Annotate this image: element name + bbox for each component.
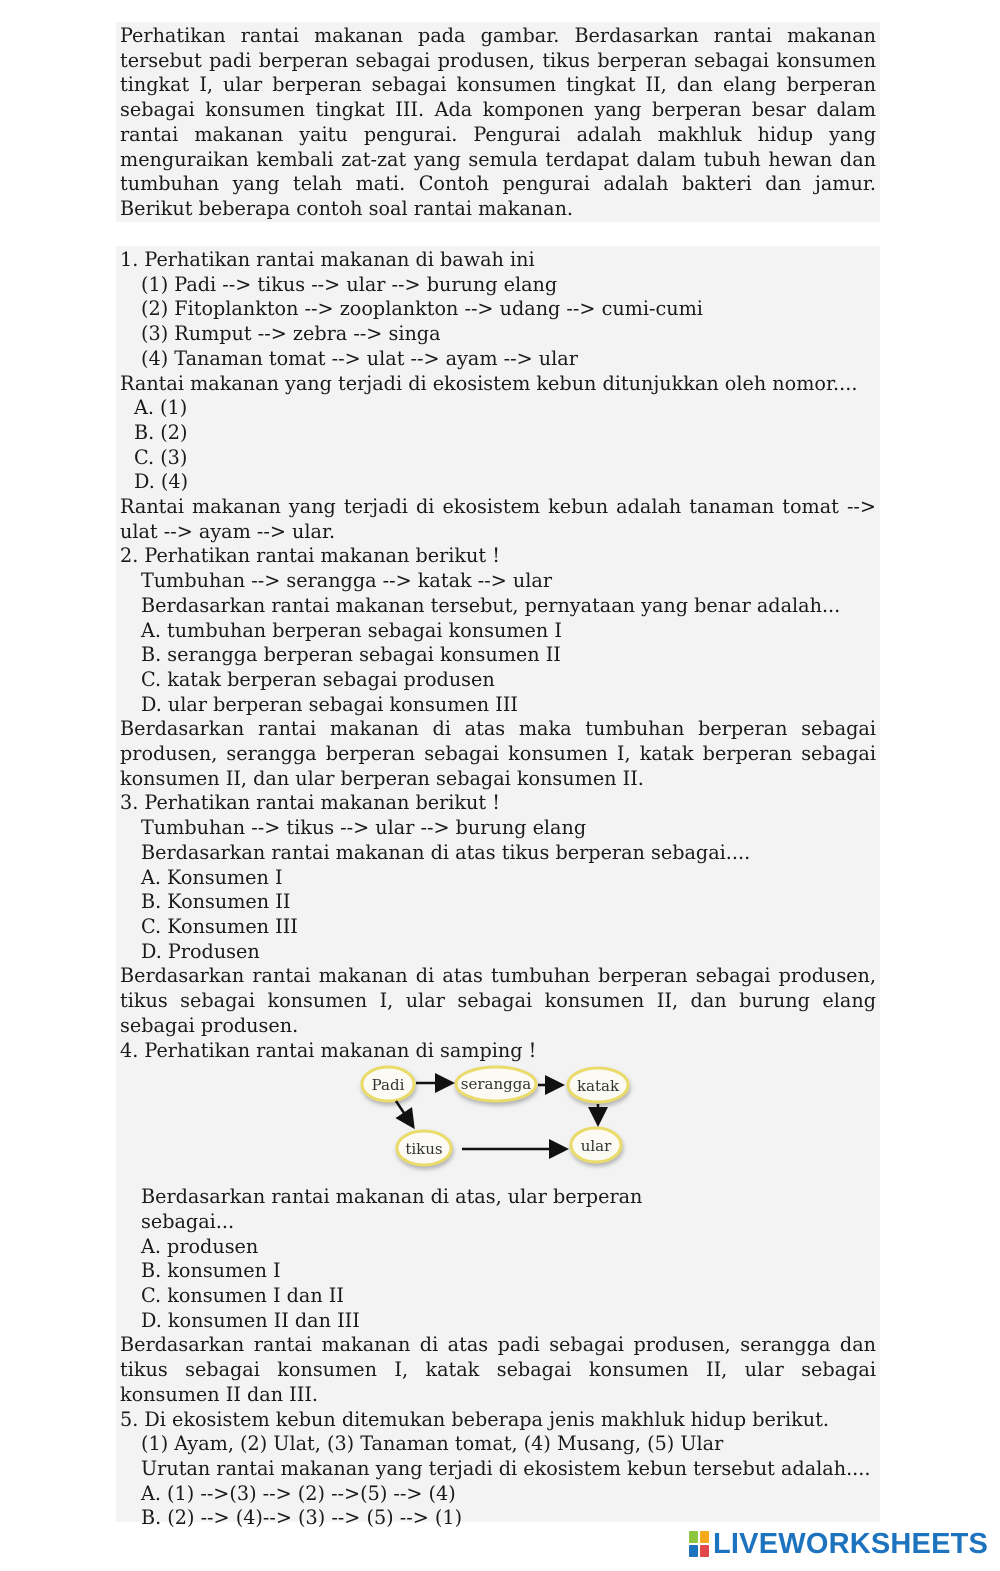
q2-answer: Berdasarkan rantai makanan di atas maka tumbuhan berperan sebagai produsen, serangga berperan sebagai konsumen I, katak berperan sebagai konsumen II, dan ular berperan sebagai konsumen II. [120, 717, 876, 790]
q4-option-a[interactable]: A. produsen [141, 1234, 259, 1258]
q2-question: 2. Perhatikan rantai makanan berikut ! [120, 544, 500, 568]
node-tikus [397, 1131, 451, 1165]
q1-item-4: (4) Tanaman tomat --> ulat --> ayam --> ular [141, 346, 578, 370]
q4-option-d[interactable]: D. konsumen II dan III [141, 1308, 360, 1332]
food-chain-svg [352, 1063, 642, 1183]
liveworksheets-logo [689, 1526, 988, 1562]
arrow-padi-tikus [396, 1101, 412, 1125]
q2-prompt: Berdasarkan rantai makanan tersebut, pernyataan yang benar adalah... [141, 593, 841, 617]
q1-item-2: (2) Fitoplankton --> zooplankton --> udang --> cumi-cumi [141, 297, 703, 321]
q4-question: 4. Perhatikan rantai makanan di samping ! [120, 1038, 537, 1062]
q3-question: 3. Perhatikan rantai makanan berikut ! [120, 791, 500, 815]
intro-block [116, 22, 880, 222]
node-serangga [456, 1067, 536, 1101]
q3-answer: Berdasarkan rantai makanan di atas tumbuhan berperan sebagai produsen, tikus sebagai konsumen I, ular sebagai konsumen II, dan burung elang sebagai produsen. [120, 964, 876, 1037]
q1-prompt: Rantai makanan yang terjadi di ekosistem kebun ditunjukkan oleh nomor.... [120, 371, 858, 395]
node-padi [362, 1067, 414, 1101]
logo-wordmark: LIVEWORKSHEETS [713, 1527, 989, 1560]
questions-block [116, 246, 880, 1530]
q1-question: 1. Perhatikan rantai makanan di bawah ini [120, 248, 535, 271]
q5-items: (1) Ayam, (2) Ulat, (3) Tanaman tomat, (4) Musang, (5) Ular [141, 1432, 724, 1456]
q5-question: 5. Di ekosistem kebun ditemukan beberapa jenis makhluk hidup berikut. [120, 1407, 829, 1431]
node-katak-label: katak [576, 1077, 620, 1096]
q1-option-a[interactable]: A. (1) [134, 396, 188, 420]
node-padi-label: Padi [371, 1076, 405, 1095]
q3-option-a[interactable]: A. Konsumen I [141, 865, 283, 889]
q5-prompt: Urutan rantai makanan yang terjadi di ekosistem kebun tersebut adalah.... [141, 1456, 871, 1480]
food-chain-diagram [120, 1063, 876, 1185]
q3-chain: Tumbuhan --> tikus --> ular --> burung elang [141, 816, 587, 840]
q1-option-d[interactable]: D. (4) [134, 470, 189, 494]
q3-option-b[interactable]: B. Konsumen II [141, 890, 291, 914]
q2-chain: Tumbuhan --> serangga --> katak --> ular [141, 569, 552, 593]
node-tikus-label: tikus [405, 1140, 443, 1159]
node-serangga-label: serangga [460, 1075, 532, 1094]
q3-option-c[interactable]: C. Konsumen III [141, 914, 298, 938]
node-ular-label: ular [580, 1137, 612, 1156]
q4-prompt-line2: sebagai... [141, 1209, 235, 1233]
q3-option-d[interactable]: D. Produsen [141, 939, 260, 963]
q2-option-d[interactable]: D. ular berperan sebagai konsumen III [141, 692, 518, 716]
q1-answer: Rantai makanan yang terjadi di ekosistem kebun adalah tanaman tomat --> ulat --> ayam --> ular. [120, 495, 876, 543]
q2-option-b[interactable]: B. serangga berperan sebagai konsumen II [141, 643, 561, 667]
q4-option-b[interactable]: B. konsumen I [141, 1259, 281, 1283]
node-ular [571, 1128, 621, 1162]
q1-option-b[interactable]: B. (2) [134, 420, 188, 444]
q4-answer: Berdasarkan rantai makanan di atas padi sebagai produsen, serangga dan tikus sebagai konsumen I, katak sebagai konsumen II, ular sebagai konsumen II dan III. [120, 1333, 876, 1406]
q2-option-a[interactable]: A. tumbuhan berperan sebagai konsumen I [141, 618, 562, 642]
q4-option-c[interactable]: C. konsumen I dan II [141, 1284, 344, 1308]
node-katak [568, 1068, 628, 1102]
q2-option-c[interactable]: C. katak berperan sebagai produsen [141, 667, 495, 691]
q3-prompt: Berdasarkan rantai makanan di atas tikus berperan sebagai.... [141, 840, 751, 864]
q4-prompt-line1: Berdasarkan rantai makanan di atas, ular berperan [141, 1185, 643, 1209]
q5-option-b[interactable]: B. (2) --> (4)--> (3) --> (5) --> (1) [141, 1506, 463, 1530]
logo-grid-icon [689, 1531, 709, 1557]
intro-paragraph: Perhatikan rantai makanan pada gambar. Berdasarkan rantai makanan tersebut padi berperan sebagai produsen, tikus berperan sebagai konsumen tingkat I, ular berperan sebagai konsumen tingkat II, dan elang berperan sebagai konsumen tingkat III. Ada komponen yang berperan besar dalam rantai makanan yaitu pengurai. Pengurai adalah makhluk hidup yang menguraikan kembali zat-zat yang semula terdapat dalam tubuh hewan dan tumbuhan yang telah mati. Contoh pengurai adalah bakteri dan jamur. Berikut beberapa contoh soal rantai makanan. [120, 24, 876, 220]
q5-option-a[interactable]: A. (1) -->(3) --> (2) -->(5) --> (4) [141, 1481, 456, 1505]
q1-item-1: (1) Padi --> tikus --> ular --> burung elang [141, 272, 558, 296]
q1-option-c[interactable]: C. (3) [134, 445, 188, 469]
q1-item-3: (3) Rumput --> zebra --> singa [141, 322, 441, 346]
